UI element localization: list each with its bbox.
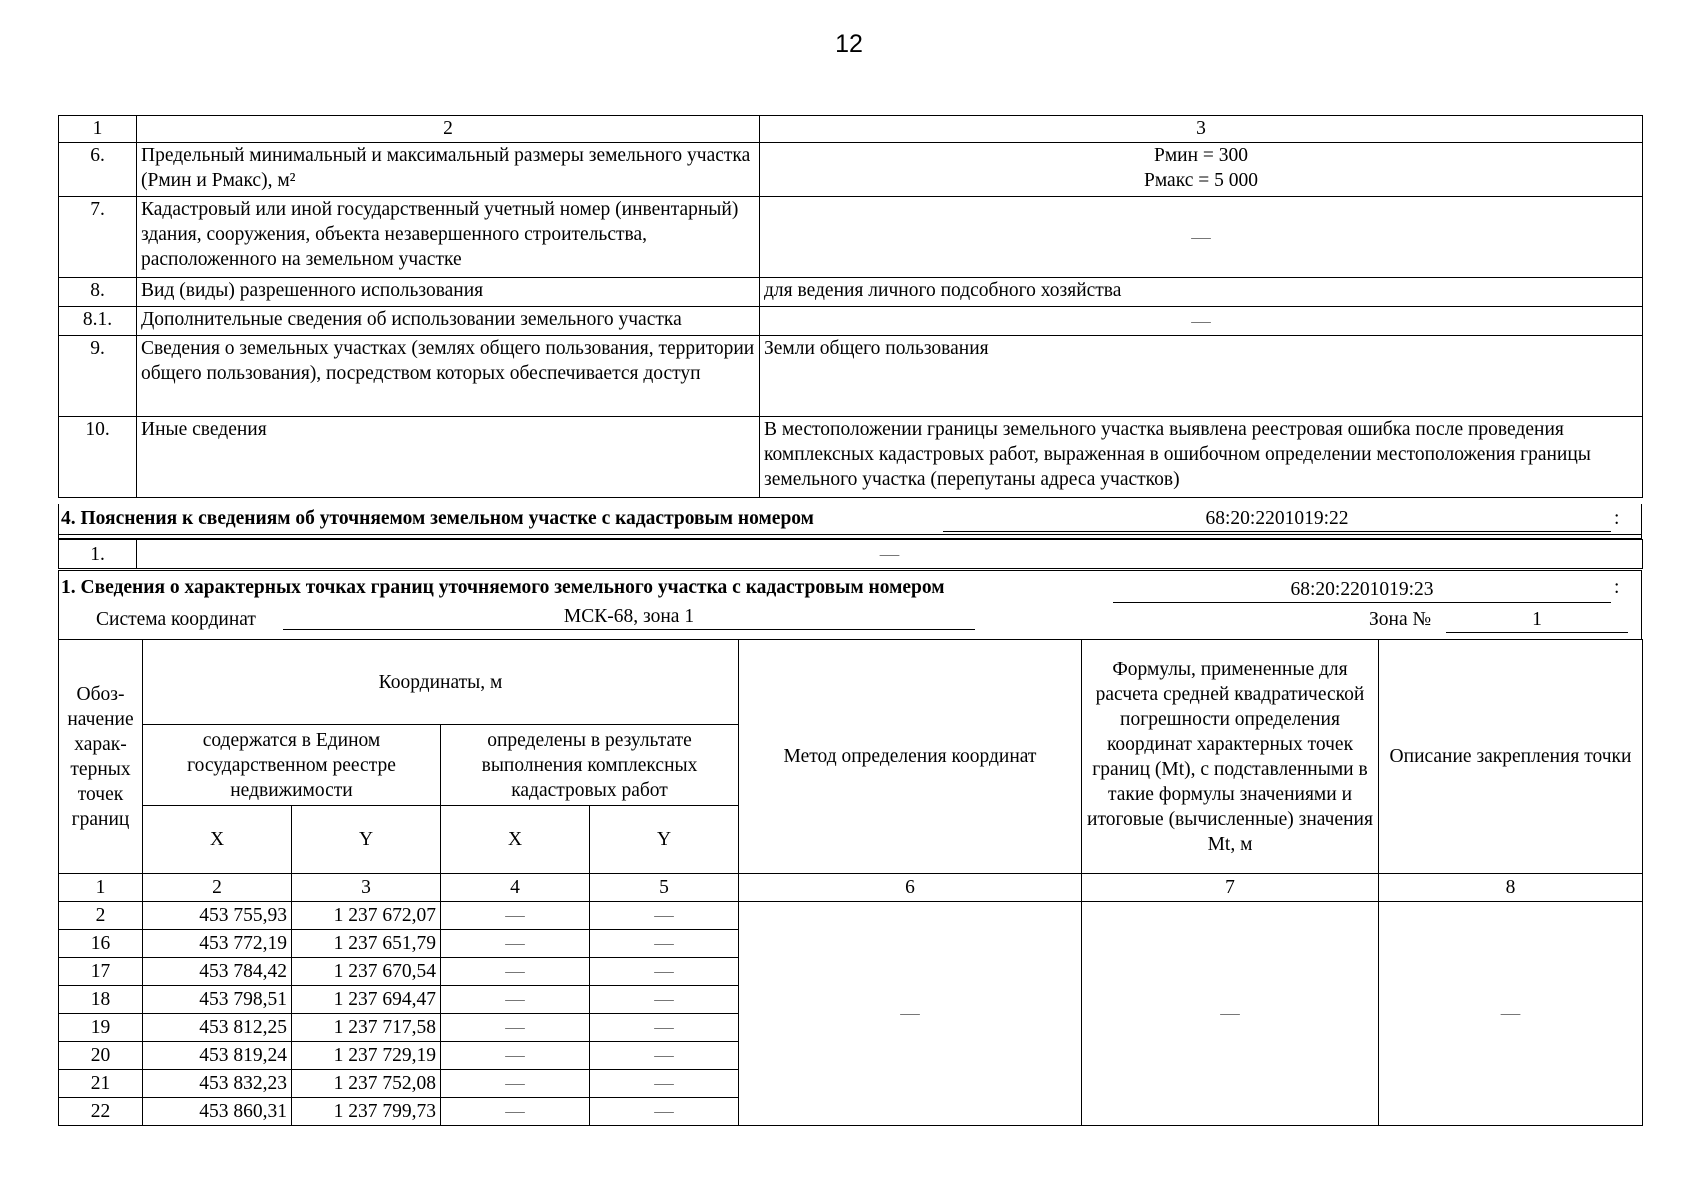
section-1-colon: : <box>1614 577 1620 598</box>
y-kkr: — <box>590 902 739 930</box>
y-egrn: 1 237 799,73 <box>292 1098 441 1126</box>
y-egrn: 1 237 670,54 <box>292 958 441 986</box>
x-kkr: — <box>441 986 590 1014</box>
point-id: 22 <box>59 1098 143 1126</box>
row-label: Кадастровый или иной государственный учетный номер (инвентарный) здания, сооружения, объекта незавершенного строительства, расположенного на земельном участке <box>137 197 760 278</box>
table-row <box>59 336 1643 417</box>
formulas-value: — <box>1082 902 1379 1126</box>
x-kkr: — <box>441 1042 590 1070</box>
col-number: 5 <box>590 874 739 902</box>
table-row <box>59 540 1643 569</box>
description-header: Описание закрепления точки <box>1379 640 1643 874</box>
row-value: — <box>760 197 1643 278</box>
zone-value: 1 <box>1446 607 1628 633</box>
row-number: 1. <box>59 540 137 569</box>
y-kkr: — <box>590 1042 739 1070</box>
x-kkr: — <box>441 1098 590 1126</box>
land-plot-info-table <box>58 115 1643 498</box>
section-1-header <box>58 570 1642 639</box>
col-number: 6 <box>739 874 1082 902</box>
y-kkr: — <box>590 1070 739 1098</box>
y-header: Y <box>590 806 739 874</box>
col-header-1: 1 <box>59 116 137 143</box>
x-egrn: 453 860,31 <box>143 1098 292 1126</box>
x-egrn: 453 819,24 <box>143 1042 292 1070</box>
section-1-cadastral-number: 68:20:2201019:23 <box>1113 577 1611 603</box>
designation-header: Обоз-начение харак-терных точек границ <box>59 640 143 874</box>
col-number: 8 <box>1379 874 1643 902</box>
col-header-2: 2 <box>137 116 760 143</box>
row-label: Сведения о земельных участках (землях общего пользования, территории общего пользования), посредством которых обеспечивается доступ <box>137 336 760 417</box>
row-number: 9. <box>59 336 137 417</box>
point-id: 20 <box>59 1042 143 1070</box>
method-value: — <box>739 902 1082 1126</box>
point-id: 16 <box>59 930 143 958</box>
row-value: В местоположении границы земельного участка выявлена реестровая ошибка после проведения комплексных кадастровых работ, выраженная в ошибочном определении местоположения границы земельного участка (перепутаны адреса участков) <box>760 417 1643 498</box>
col-number: 2 <box>143 874 292 902</box>
y-kkr: — <box>590 1098 739 1126</box>
col-header-3: 3 <box>760 116 1643 143</box>
section-4-table <box>58 539 1643 569</box>
row-value: для ведения личного подсобного хозяйства <box>760 278 1643 307</box>
point-id: 18 <box>59 986 143 1014</box>
x-header: X <box>143 806 292 874</box>
table-row <box>59 307 1643 336</box>
table-row <box>59 278 1643 307</box>
column-number-row <box>59 874 1643 902</box>
y-egrn: 1 237 752,08 <box>292 1070 441 1098</box>
pmax-value: Pмакс = 5 000 <box>1144 170 1258 191</box>
y-egrn: 1 237 672,07 <box>292 902 441 930</box>
x-egrn: 453 784,42 <box>143 958 292 986</box>
zone-label: Зона № <box>1369 609 1432 630</box>
coord-system-value: МСК-68, зона 1 <box>283 604 975 630</box>
x-egrn: 453 812,25 <box>143 1014 292 1042</box>
egrn-header: содержатся в Едином государственном реестре недвижимости <box>143 725 441 806</box>
page-number: 12 <box>835 30 863 58</box>
row-number: 7. <box>59 197 137 278</box>
section-4-colon: : <box>1614 508 1620 529</box>
row-label: Дополнительные сведения об использовании земельного участка <box>137 307 760 336</box>
row-number: 10. <box>59 417 137 498</box>
col-number: 3 <box>292 874 441 902</box>
formulas-header: Формулы, примененные для расчета средней квадратической погрешности определения координат характерных точек границ (Mt), с подставленными в такие формулы значениями и итоговые (вычисленные) значения Mt, м <box>1082 640 1379 874</box>
point-id: 17 <box>59 958 143 986</box>
y-egrn: 1 237 729,19 <box>292 1042 441 1070</box>
pmin-value: Pмин = 300 <box>1153 145 1249 166</box>
section-4-cadastral-number: 68:20:2201019:22 <box>943 506 1611 532</box>
coordinates-header: Координаты, м <box>143 640 739 725</box>
row-number: 8.1. <box>59 307 137 336</box>
row-value: — <box>760 307 1643 336</box>
y-egrn: 1 237 651,79 <box>292 930 441 958</box>
point-id: 19 <box>59 1014 143 1042</box>
x-egrn: 453 772,19 <box>143 930 292 958</box>
double-line-separator <box>58 534 1642 535</box>
row-value: Земли общего пользования <box>760 336 1643 417</box>
x-egrn: 453 798,51 <box>143 986 292 1014</box>
table-row <box>59 902 1643 930</box>
row-number: 6. <box>59 143 137 197</box>
y-egrn: 1 237 694,47 <box>292 986 441 1014</box>
boundary-points-table <box>58 639 1643 1126</box>
row-label: Предельный минимальный и максимальный размеры земельного участка (Pмин и Pмакс), м² <box>137 143 760 197</box>
x-kkr: — <box>441 930 590 958</box>
header-row-1 <box>59 640 1643 725</box>
table-row <box>59 417 1643 498</box>
row-number: 8. <box>59 278 137 307</box>
table-row <box>59 197 1643 278</box>
col-number: 1 <box>59 874 143 902</box>
y-header: Y <box>292 806 441 874</box>
x-kkr: — <box>441 958 590 986</box>
coord-system-label: Система координат <box>96 609 256 630</box>
y-egrn: 1 237 717,58 <box>292 1014 441 1042</box>
header-row <box>59 116 1643 143</box>
x-egrn: 453 755,93 <box>143 902 292 930</box>
table-row <box>59 143 1643 197</box>
description-value: — <box>1379 902 1643 1126</box>
y-kkr: — <box>590 958 739 986</box>
point-id: 21 <box>59 1070 143 1098</box>
section-4-title: 4. Пояснения к сведениям об уточняемом земельном участке с кадастровым номером <box>61 508 814 529</box>
x-egrn: 453 832,23 <box>143 1070 292 1098</box>
y-kkr: — <box>590 986 739 1014</box>
section-1-title: 1. Сведения о характерных точках границ уточняемого земельного участка с кадастровым номером <box>61 577 945 598</box>
x-header: X <box>441 806 590 874</box>
x-kkr: — <box>441 1070 590 1098</box>
y-kkr: — <box>590 930 739 958</box>
kkr-header: определены в результате выполнения комплексных кадастровых работ <box>441 725 739 806</box>
x-kkr: — <box>441 1014 590 1042</box>
col-number: 4 <box>441 874 590 902</box>
col-number: 7 <box>1082 874 1379 902</box>
row-label: Вид (виды) разрешенного использования <box>137 278 760 307</box>
row-value: — <box>137 540 1643 569</box>
x-kkr: — <box>441 902 590 930</box>
y-kkr: — <box>590 1014 739 1042</box>
row-label: Иные сведения <box>137 417 760 498</box>
point-id: 2 <box>59 902 143 930</box>
row-value <box>760 143 1643 197</box>
method-header: Метод определения координат <box>739 640 1082 874</box>
